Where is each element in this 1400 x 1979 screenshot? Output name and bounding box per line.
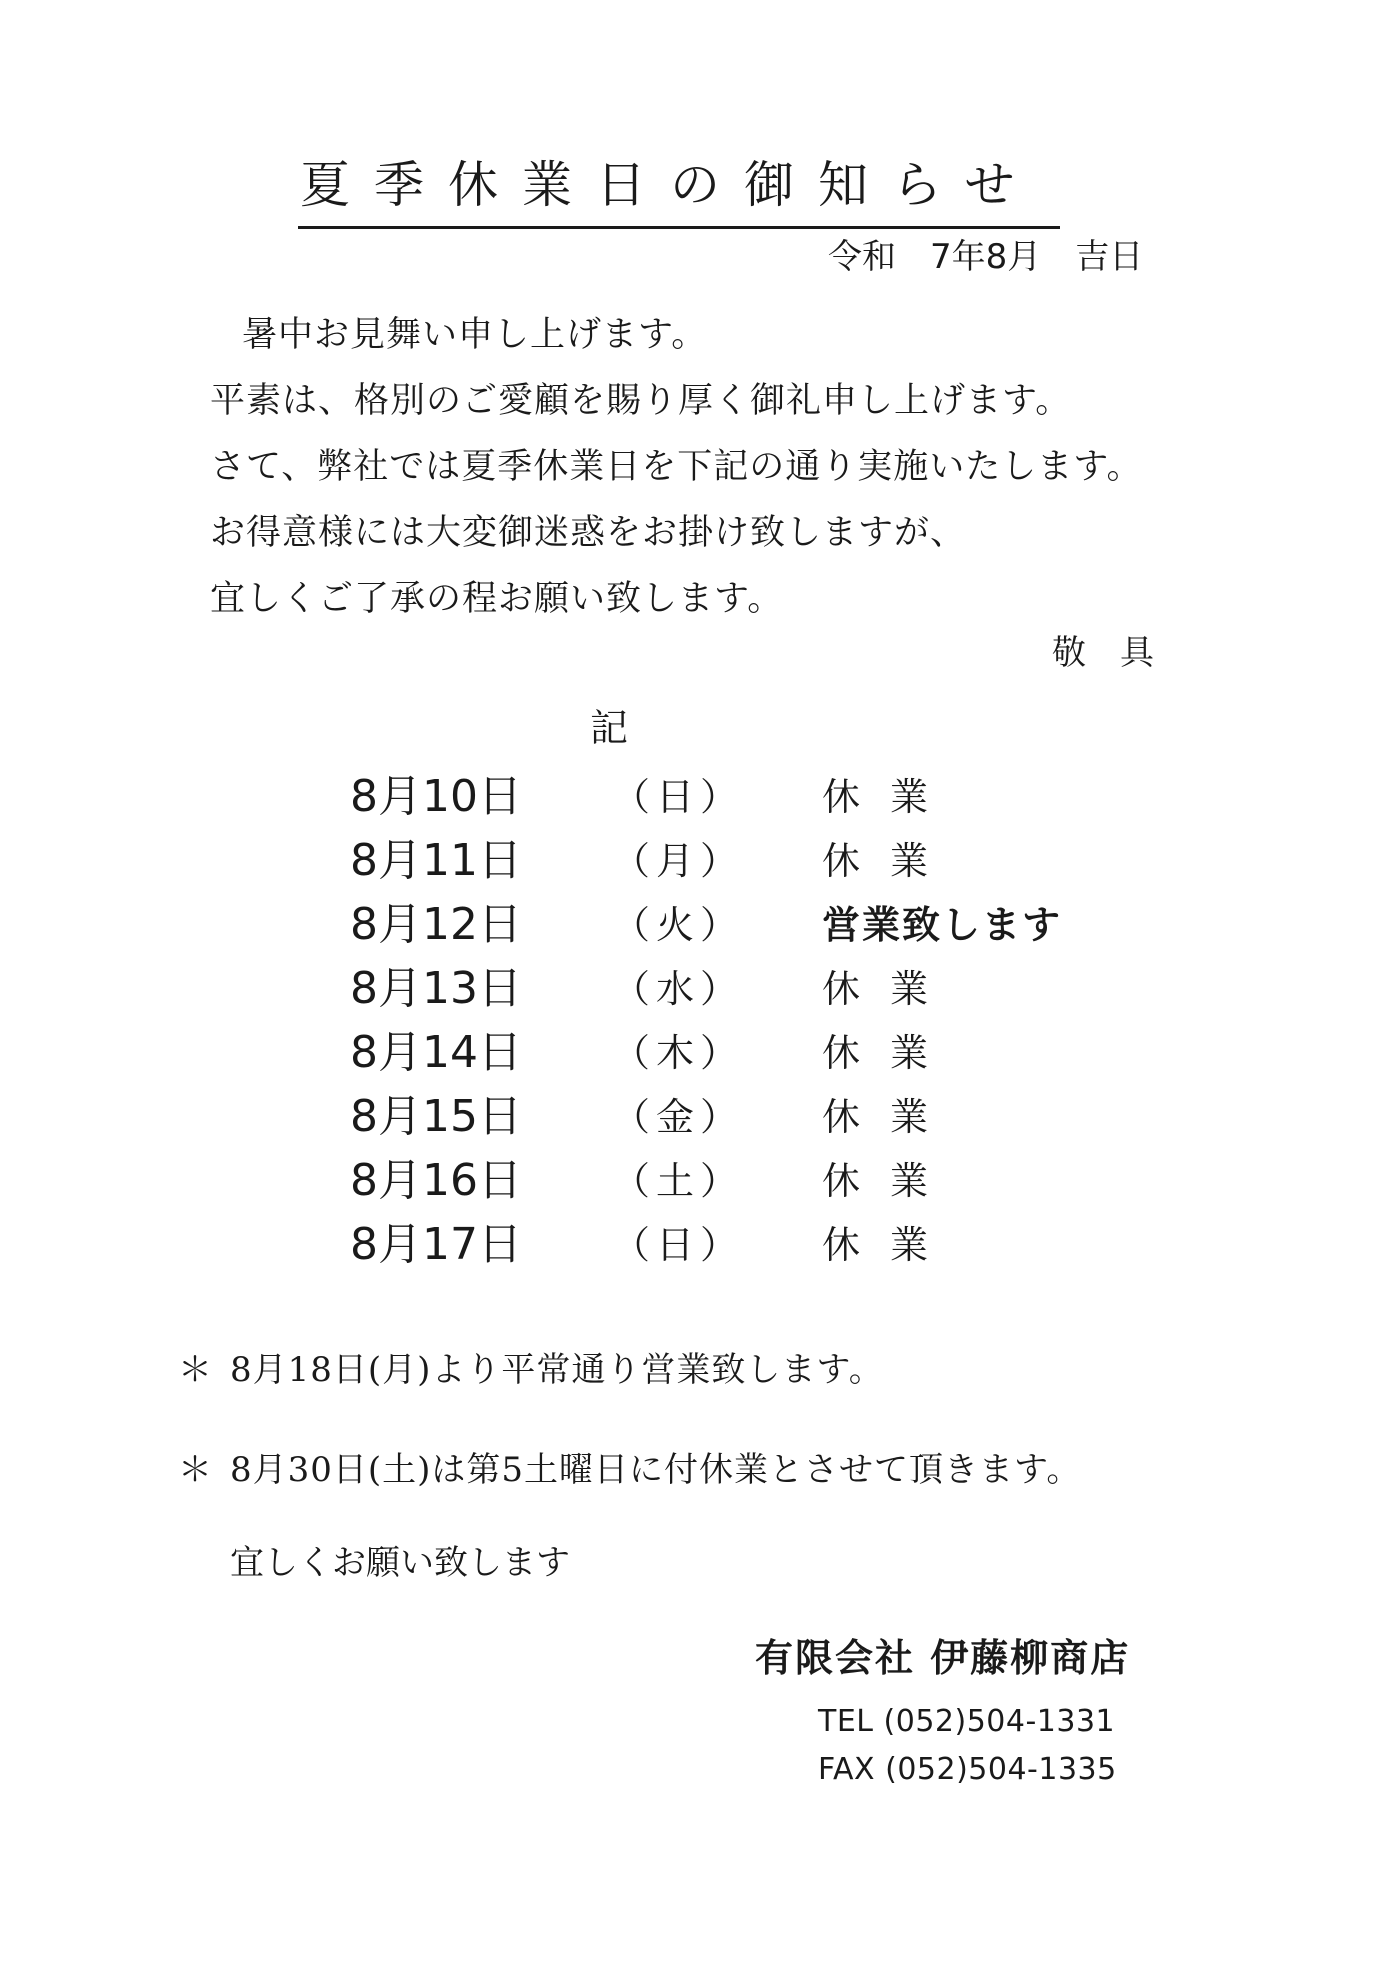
schedule-date: 8月10日 [350,771,522,822]
greeting-line: さて、弊社では夏季休業日を下記の通り実施いたします。 [210,447,1143,487]
schedule-status-open: 営業致します [822,903,1063,947]
schedule-weekday: （土） [612,1159,745,1203]
note-saturday [178,1445,1081,1495]
schedule-date: 8月11日 [350,835,522,886]
title-underline [298,226,1060,229]
keigu-closing: 敬具 [1052,633,1188,673]
schedule-date: 8月15日 [350,1091,522,1142]
company-tel: TEL (052)504-1331 [818,1704,1116,1739]
schedule-status: 休業 [822,839,959,883]
holiday-schedule [350,765,1150,1277]
note-text: 8月30日(土)は第5土曜日に付休業とさせて頂きます。 [230,1450,1082,1490]
schedule-status: 休業 [822,1031,959,1075]
ki-heading: 記 [590,706,629,750]
asterisk-bullet: ＊ [178,1350,212,1390]
schedule-row [350,829,1150,893]
note-resume [178,1345,884,1395]
schedule-row [350,1021,1150,1085]
schedule-status: 休業 [822,1095,959,1139]
schedule-status: 休業 [822,1159,959,1203]
schedule-date: 8月17日 [350,1219,522,1270]
schedule-row [350,1085,1150,1149]
company-fax: FAX (052)504-1335 [818,1752,1117,1787]
schedule-date: 8月13日 [350,963,522,1014]
greeting-line: 宜しくご了承の程お願い致します。 [210,579,784,619]
schedule-weekday: （月） [612,839,745,883]
schedule-row [350,765,1150,829]
note-text: 8月18日(月)より平常通り営業致します。 [230,1350,884,1390]
greeting-paragraph [210,302,1210,632]
schedule-date: 8月14日 [350,1027,522,1078]
company-name: 有限会社 伊藤柳商店 [755,1636,1131,1680]
notice-title: 夏季休業日の御知らせ [300,156,1039,214]
schedule-weekday: （日） [612,1223,745,1267]
schedule-weekday: （日） [612,775,745,819]
schedule-date: 8月16日 [350,1155,522,1206]
closing-remark: 宜しくお願い致します [230,1543,570,1583]
schedule-status: 休業 [822,1223,959,1267]
schedule-row [350,957,1150,1021]
schedule-row [350,1149,1150,1213]
schedule-weekday: （火） [612,903,745,947]
greeting-line: 暑中お見舞い申し上げます。 [242,315,708,355]
schedule-row [350,893,1150,957]
schedule-status: 休業 [822,967,959,1011]
schedule-weekday: （水） [612,967,745,1011]
schedule-weekday: （金） [612,1095,745,1139]
schedule-date: 8月12日 [350,899,522,950]
greeting-line: 平素は、格別のご愛顧を賜り厚く御礼申し上げます。 [210,381,1072,421]
schedule-status: 休業 [822,775,959,819]
schedule-row [350,1213,1150,1277]
schedule-weekday: （木） [612,1031,745,1075]
greeting-line: お得意様には大変御迷惑をお掛け致しますが、 [210,513,967,553]
asterisk-bullet: ＊ [178,1450,212,1490]
notice-date: 令和 7年8月 吉日 [828,237,1144,277]
